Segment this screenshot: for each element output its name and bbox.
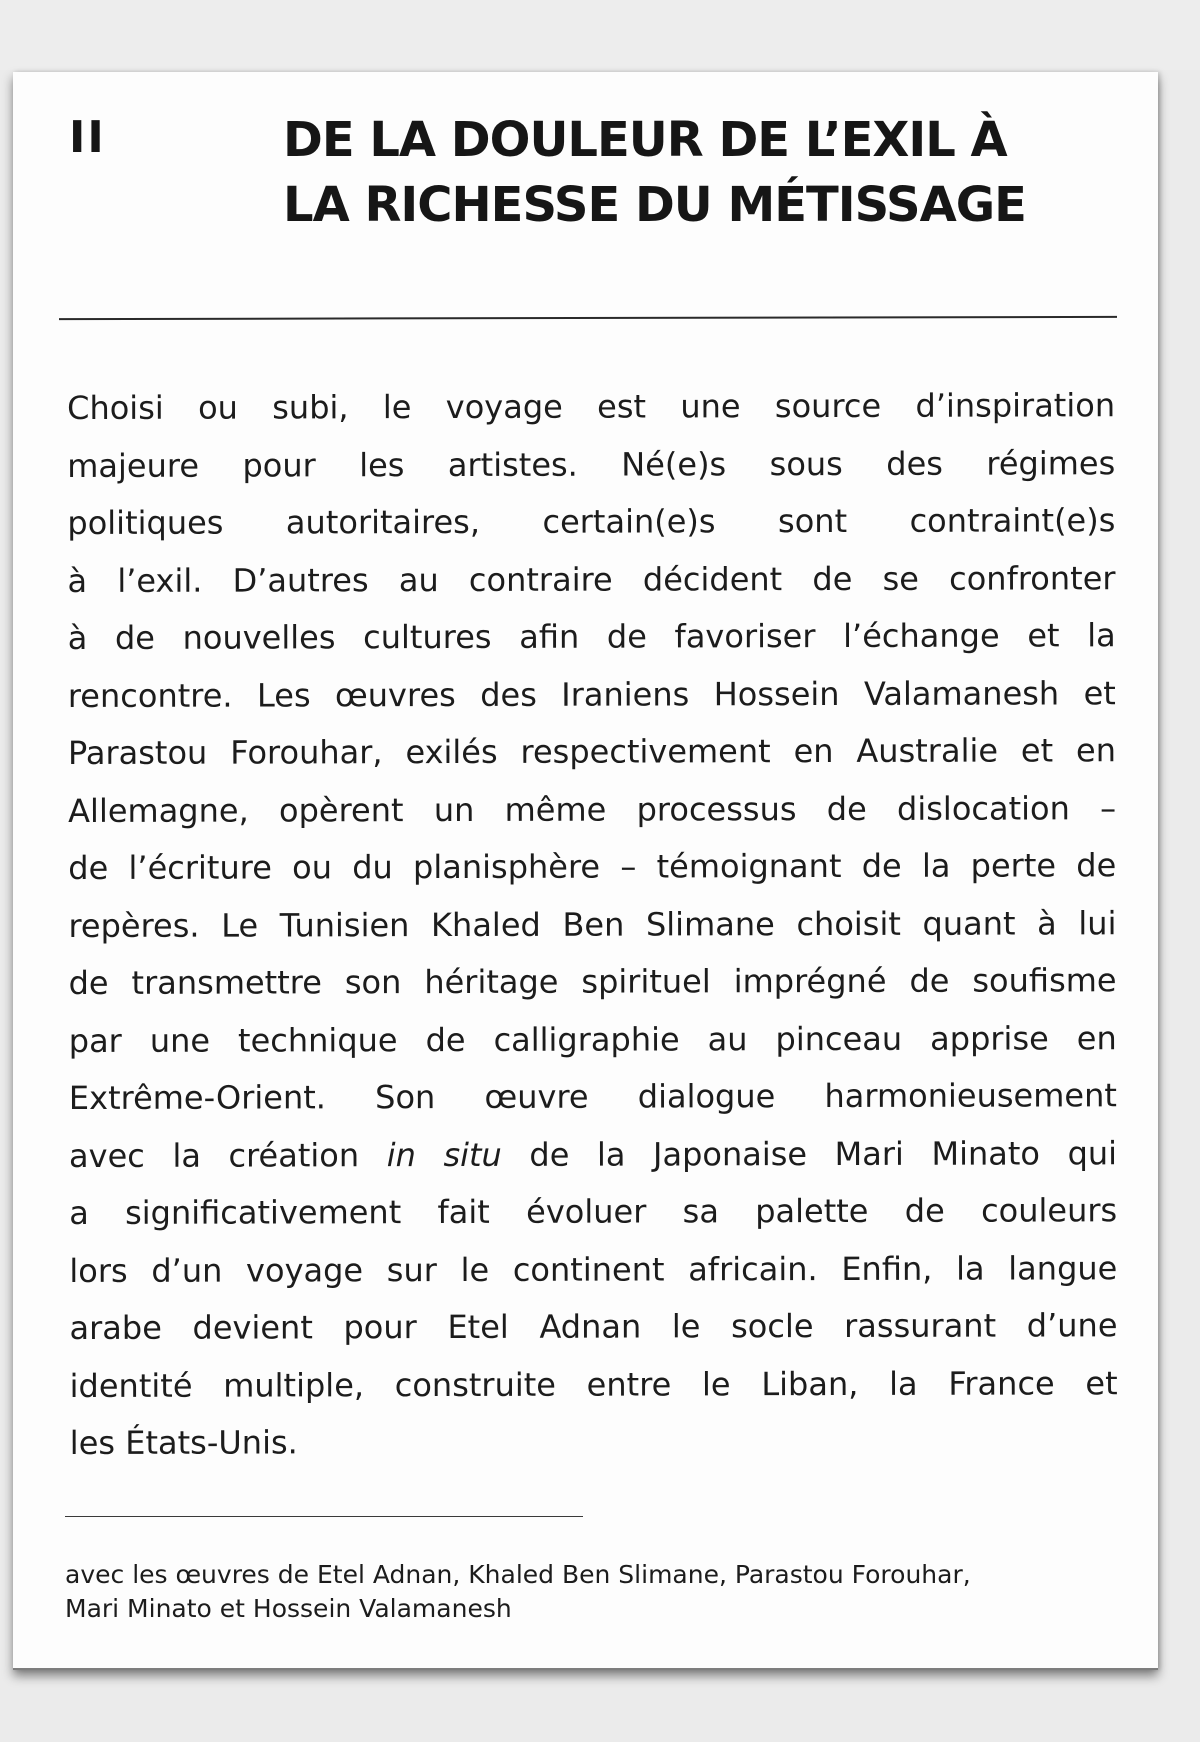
body-line: à l’exil. D’autres au contraire décident de se confronter — [67, 558, 1116, 600]
body-line: Allemagne, opèrent un même processus de dislocation – — [68, 788, 1117, 830]
body-line: de l’écriture ou du planisphère – témoignant de la perte de — [68, 846, 1117, 887]
body-line: à de nouvelles cultures afin de favoriser l’échange et la — [67, 616, 1116, 657]
credits-line-1: avec les œuvres de Etel Adnan, Khaled Ben Slimane, Parastou Forouhar, — [65, 1560, 971, 1589]
body-line: de transmettre son héritage spirituel imprégné de soufisme — [68, 961, 1117, 1002]
body-line: repères. Le Tunisien Khaled Ben Slimane choisit quant à lui — [68, 903, 1117, 945]
section-number: II — [69, 112, 106, 163]
body-line: Extrême-Orient. Son œuvre dialogue harmonieusement — [68, 1076, 1117, 1117]
italic-term: in situ — [386, 1135, 502, 1174]
body-paragraph — [67, 377, 1118, 1472]
exhibition-wall-panel — [13, 72, 1158, 1670]
body-line-with-italic — [69, 1125, 1117, 1185]
body-line: Choisi ou subi, le voyage est une source d’inspiration — [67, 386, 1116, 427]
panel-title — [283, 108, 1123, 238]
body-line: identité multiple, construite entre le Liban, la France et — [69, 1363, 1118, 1405]
title-line-2: LA RICHESSE DU MÉTISSAGE — [283, 177, 1026, 233]
body-line: les États-Unis. — [69, 1423, 298, 1462]
wall-background — [0, 0, 1200, 70]
body-line: par une technique de calligraphie au pinceau apprise en — [68, 1018, 1117, 1060]
body-line: politiques autoritaires, certain(e)s sont contraint(e)s — [67, 501, 1116, 542]
body-line: majeure pour les artistes. Né(e)s sous des régimes — [67, 443, 1116, 485]
body-text-run: avec la création — [68, 1135, 387, 1175]
body-text-run: de la Japonaise Mari Minato qui — [501, 1133, 1118, 1174]
body-line: lors d’un voyage sur le continent africain. Enfin, la langue — [69, 1248, 1118, 1290]
body-line: rencontre. Les œuvres des Iraniens Hossein Valamanesh et — [67, 673, 1116, 715]
body-line: Parastou Forouhar, exilés respectivement en Australie et en — [67, 731, 1117, 772]
artist-credits — [65, 1558, 1125, 1626]
credits-divider — [65, 1516, 583, 1517]
title-line-1: DE LA DOULEUR DE L’EXIL À — [283, 112, 1007, 168]
credits-line-2: Mari Minato et Hossein Valamanesh — [65, 1594, 512, 1623]
body-line: a significativement fait évoluer sa palette de couleurs — [69, 1191, 1118, 1232]
title-divider — [59, 316, 1117, 320]
body-line: arabe devient pour Etel Adnan le socle rassurant d’une — [69, 1306, 1118, 1347]
